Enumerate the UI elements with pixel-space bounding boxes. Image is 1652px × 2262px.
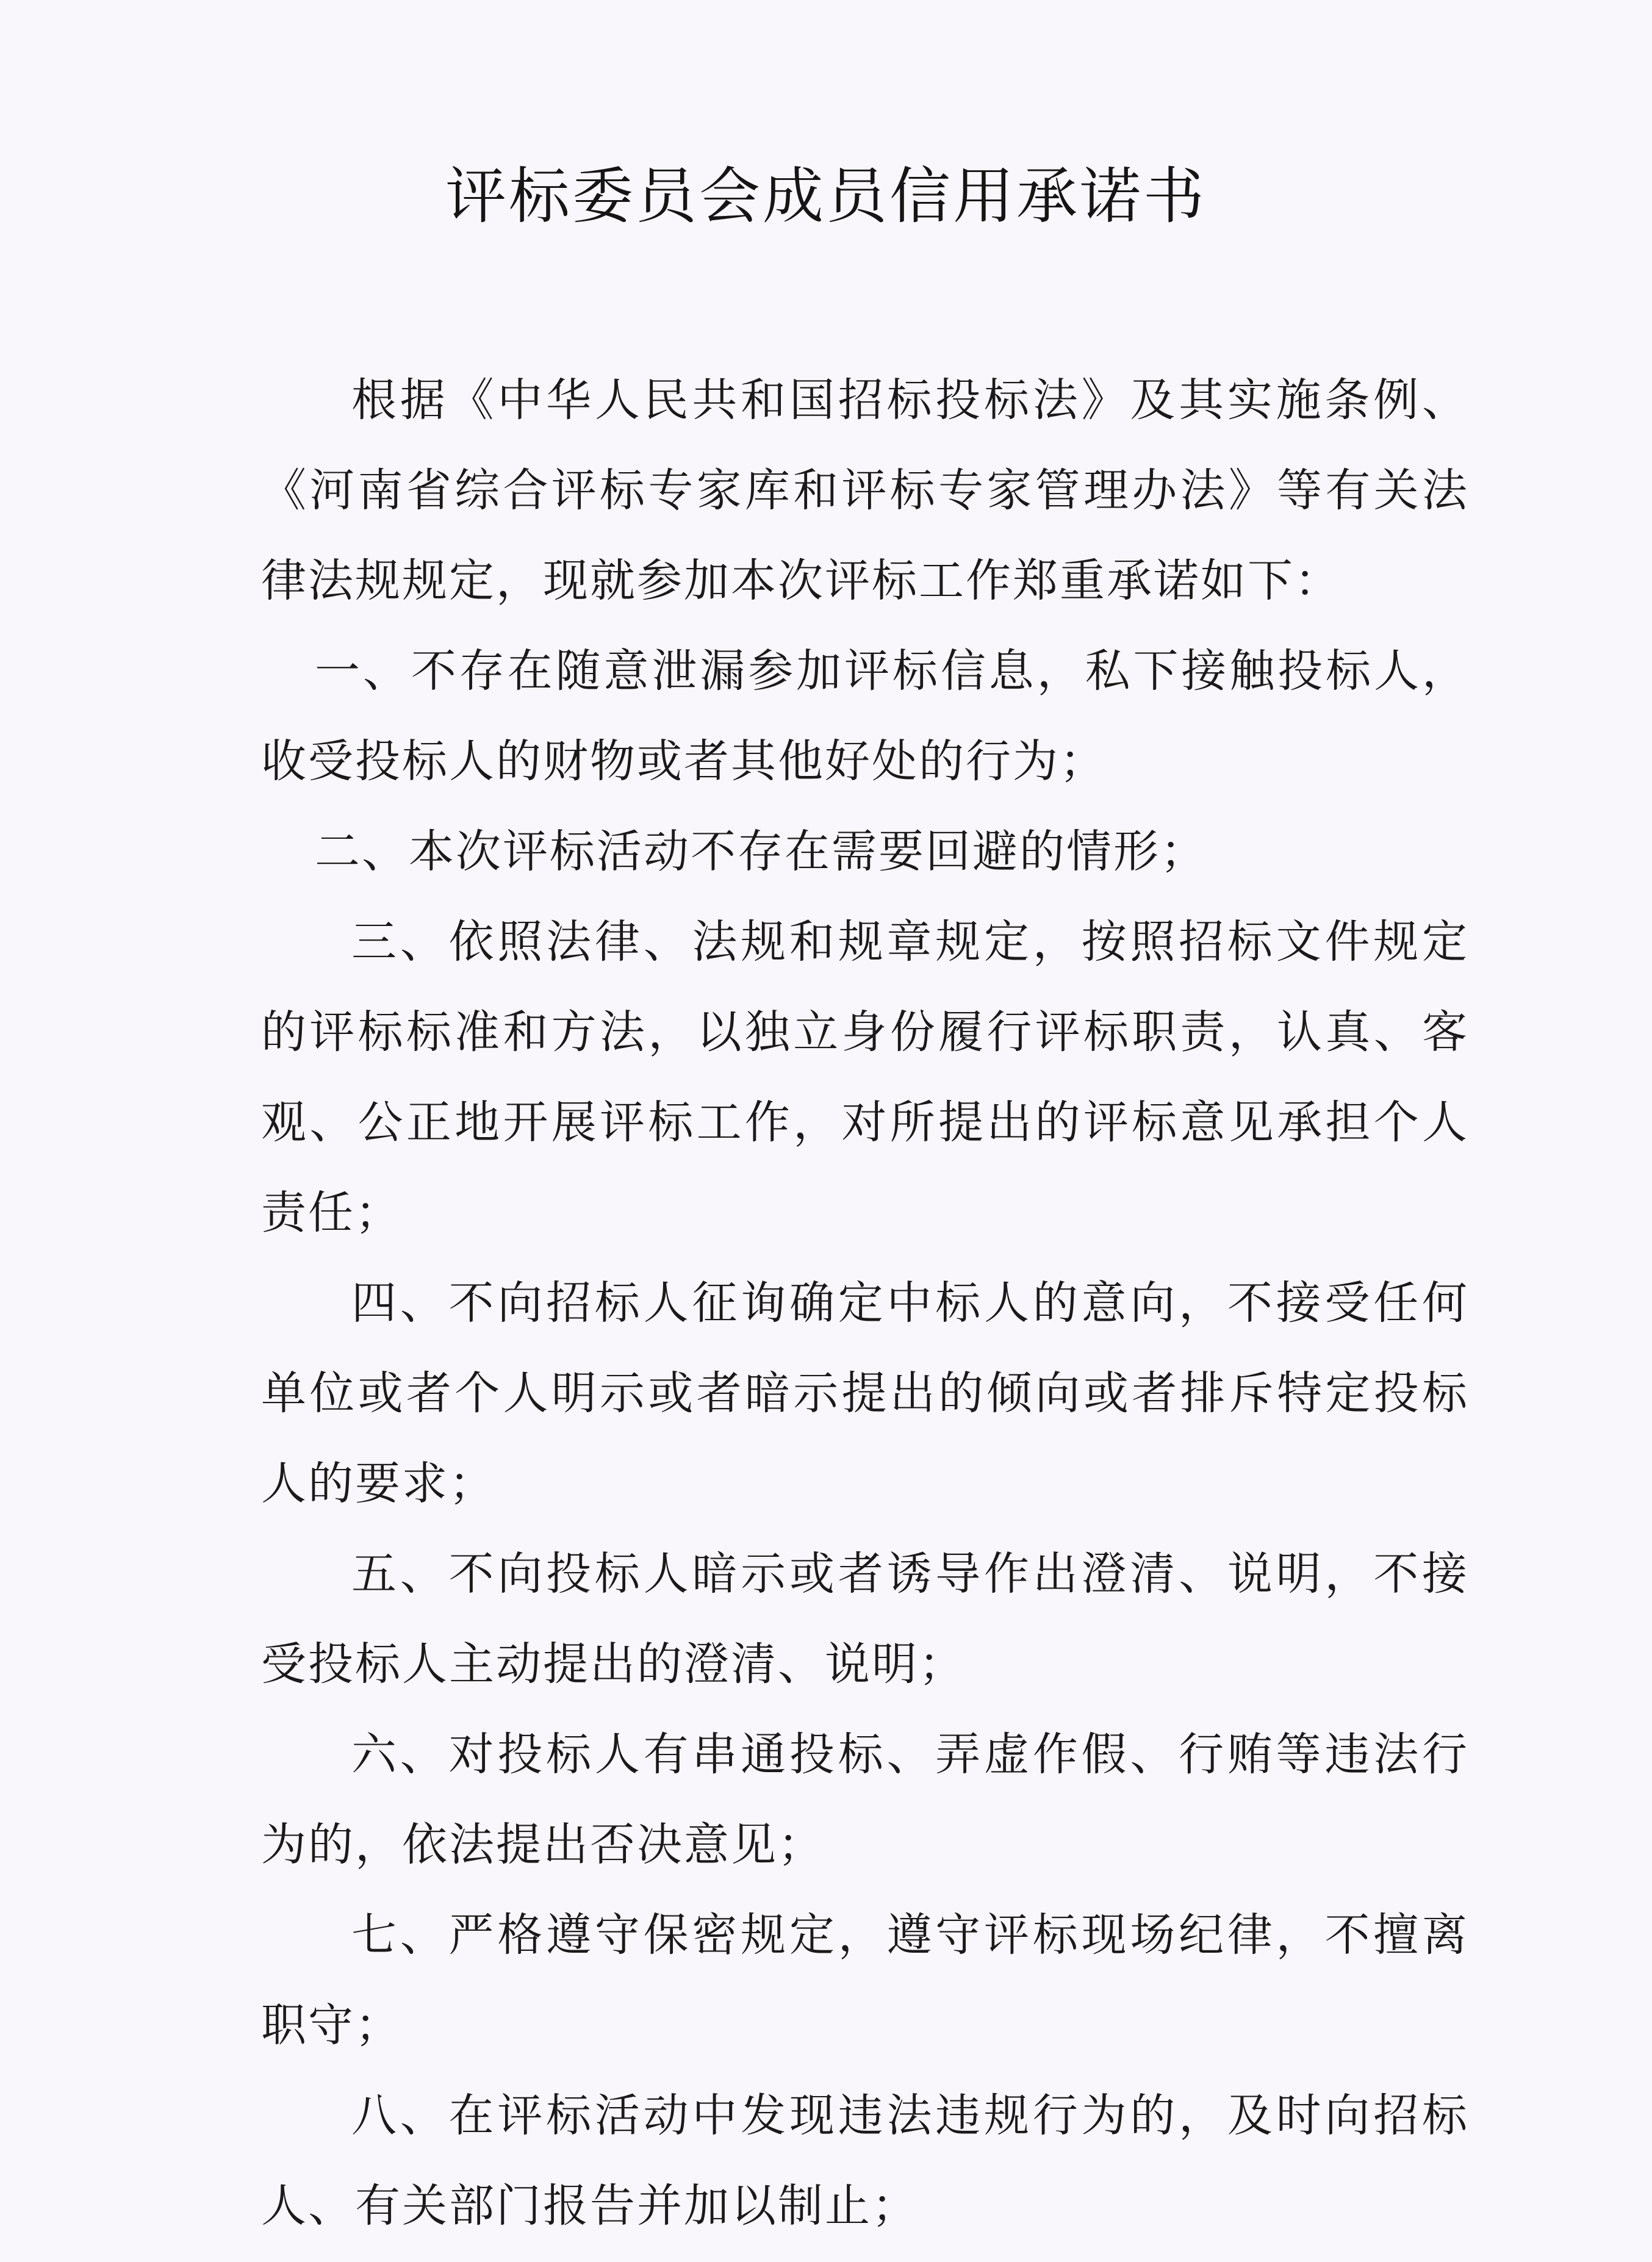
item-8-paragraph: 八、在评标活动中发现违法违规行为的，及时向招标人、有关部门报告并加以制止；: [261, 2089, 1469, 2232]
item-2-paragraph: 二、本次评标活动不存在需要回避的情形；: [315, 825, 1207, 878]
document-title: 评标委员会成员信用承诺书: [445, 160, 1207, 232]
item-1-paragraph: 一、不存在随意泄漏参加评标信息，私下接触投标人，收受投标人的财物或者其他好处的行为；: [261, 645, 1469, 788]
item-5-paragraph: 五、不向投标人暗示或者诱导作出澄清、说明，不接受投标人主动提出的澄清、说明；: [261, 1548, 1469, 1690]
item-4-paragraph: 四、不向招标人征询确定中标人的意向，不接受任何单位或者个人明示或者暗示提出的倾向或者排斥特定投标人的要求；: [261, 1277, 1469, 1510]
item-6-paragraph: 六、对投标人有串通投标、弄虚作假、行贿等违法行为的，依法提出否决意见；: [261, 1728, 1469, 1871]
document-body: [261, 355, 1469, 2251]
intro-paragraph: 根据《中华人民共和国招标投标法》及其实施条例、《河南省综合评标专家库和评标专家管理办法》等有关法律法规规定，现就参加本次评标工作郑重承诺如下：: [261, 374, 1469, 607]
item-3-paragraph: 三、依照法律、法规和规章规定，按照招标文件规定的评标标准和方法，以独立身份履行评标职责，认真、客观、公正地开展评标工作，对所提出的评标意见承担个人责任；: [261, 916, 1469, 1239]
item-7-paragraph: 七、严格遵守保密规定，遵守评标现场纪律，不擅离职守；: [261, 1909, 1469, 2052]
